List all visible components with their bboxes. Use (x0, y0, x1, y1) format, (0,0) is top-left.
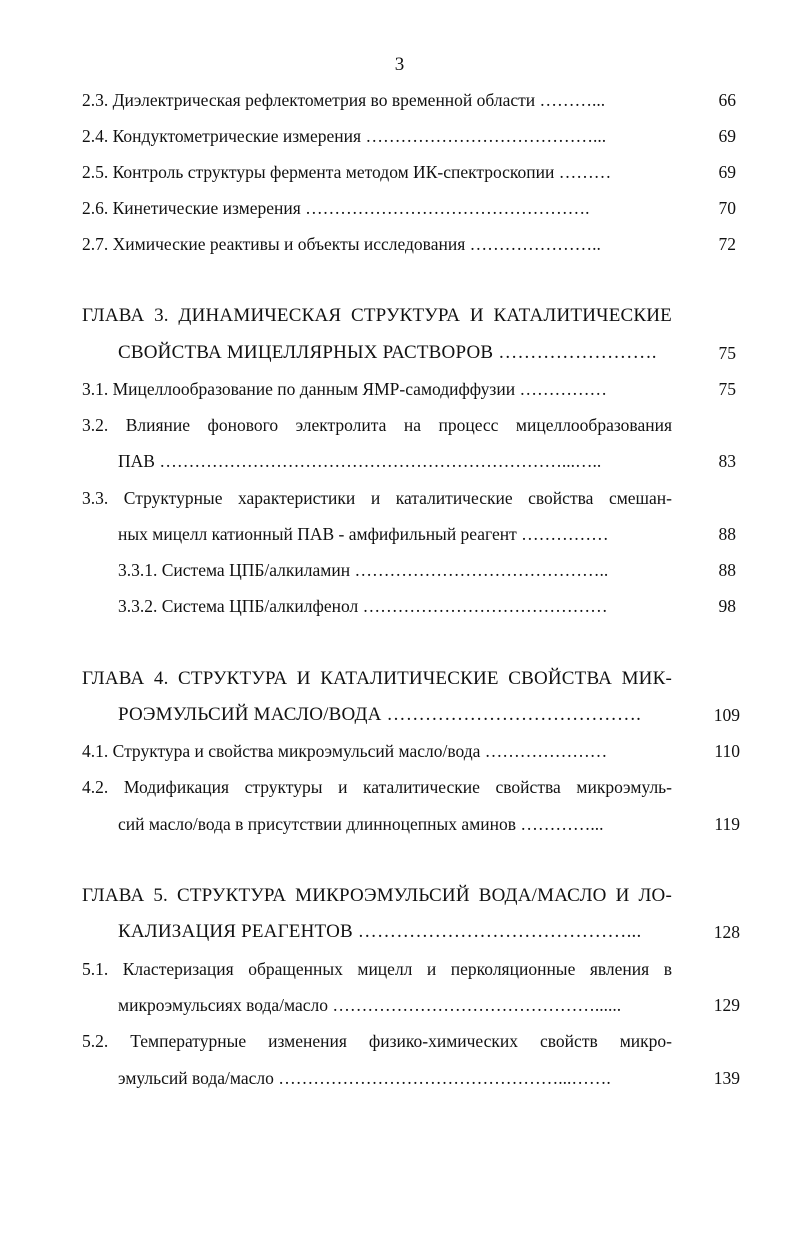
toc-entry: 4.2. Модификация структуры и каталитические свойства микроэмуль- (82, 777, 672, 797)
toc-entry: 2.5. Контроль структуры фермента методом ИК-спектроскопии ……… (82, 162, 612, 182)
toc-entry: 5.1. Кластеризация обращенных мицелл и перколяционные явления в (82, 959, 672, 979)
toc-page-number: 75 (718, 343, 736, 363)
toc-entry-cont: микроэмульсиях вода/масло ………………………………………...... (118, 995, 622, 1015)
toc-entry: 2.3. Диэлектрическая рефлектометрия во временной области ………... (82, 90, 606, 110)
toc-page-number: 88 (718, 560, 736, 580)
toc-entry: 2.7. Химические реактивы и объекты исследования ………………….. (82, 234, 601, 254)
chapter-heading: ГЛАВА 4. СТРУКТУРА И КАТАЛИТИЧЕСКИЕ СВОЙСТВА МИК- (82, 668, 672, 689)
toc-page-number: 109 (713, 705, 740, 725)
toc-entry-cont: ПАВ ……………………………………………………………...….. (118, 451, 602, 471)
chapter-heading-cont: СВОЙСТВА МИЦЕЛЛЯРНЫХ РАСТВОРОВ ……………………. (118, 342, 657, 363)
toc-page-number: 70 (718, 198, 736, 218)
toc-page-number: 128 (713, 922, 740, 942)
toc-page-number: 110 (714, 741, 740, 761)
page-number: 3 (394, 54, 405, 75)
toc-subentry: 3.3.2. Система ЦПБ/алкилфенол …………………………………… (118, 596, 608, 616)
toc-entry: 2.4. Кондуктометрические измерения …………………………………... (82, 126, 607, 146)
toc-page-number: 129 (713, 995, 740, 1015)
toc-page-number: 69 (718, 162, 736, 182)
toc-page-number: 75 (718, 379, 736, 399)
toc-entry: 3.3. Структурные характеристики и каталитические свойства смешан- (82, 488, 672, 508)
toc-page-number: 139 (713, 1068, 740, 1088)
chapter-heading-cont: КАЛИЗАЦИЯ РЕАГЕНТОВ ……………………………………... (118, 921, 642, 942)
toc-entry: 5.2. Температурные изменения физико-химических свойств микро- (82, 1031, 672, 1051)
toc-subentry: 3.3.1. Система ЦПБ/алкиламин …………………………………….. (118, 560, 609, 580)
chapter-heading: ГЛАВА 5. СТРУКТУРА МИКРОЭМУЛЬСИЙ ВОДА/МАСЛО И ЛО- (82, 885, 672, 906)
chapter-heading-cont: РОЭМУЛЬСИЙ МАСЛО/ВОДА …………………………………. (118, 704, 642, 725)
toc-entry: 2.6. Кинетические измерения …………………………………………. (82, 198, 590, 218)
toc-entry: 4.1. Структура и свойства микроэмульсий масло/вода ………………… (82, 741, 608, 761)
toc-entry: 3.1. Мицеллообразование по данным ЯМР-самодиффузии …………… (82, 379, 607, 399)
chapter-heading: ГЛАВА 3. ДИНАМИЧЕСКАЯ СТРУКТУРА И КАТАЛИТИЧЕСКИЕ (82, 305, 672, 326)
toc-page-number: 72 (718, 234, 736, 254)
toc-entry-cont: сий масло/вода в присутствии длинноцепных аминов …………... (118, 814, 604, 834)
toc-page-number: 119 (714, 814, 740, 834)
toc-page-number: 98 (718, 596, 736, 616)
toc-page-number: 69 (718, 126, 736, 146)
toc-entry-cont: ных мицелл катионный ПАВ - амфифильный реагент …………… (118, 524, 609, 544)
toc-entry: 3.2. Влияние фонового электролита на процесс мицеллообразования (82, 415, 672, 435)
toc-page-number: 88 (718, 524, 736, 544)
toc-page-number: 83 (718, 451, 736, 471)
toc-entry-cont: эмульсий вода/масло …………………………………………...……. (118, 1068, 611, 1088)
toc-page-number: 66 (718, 90, 736, 110)
